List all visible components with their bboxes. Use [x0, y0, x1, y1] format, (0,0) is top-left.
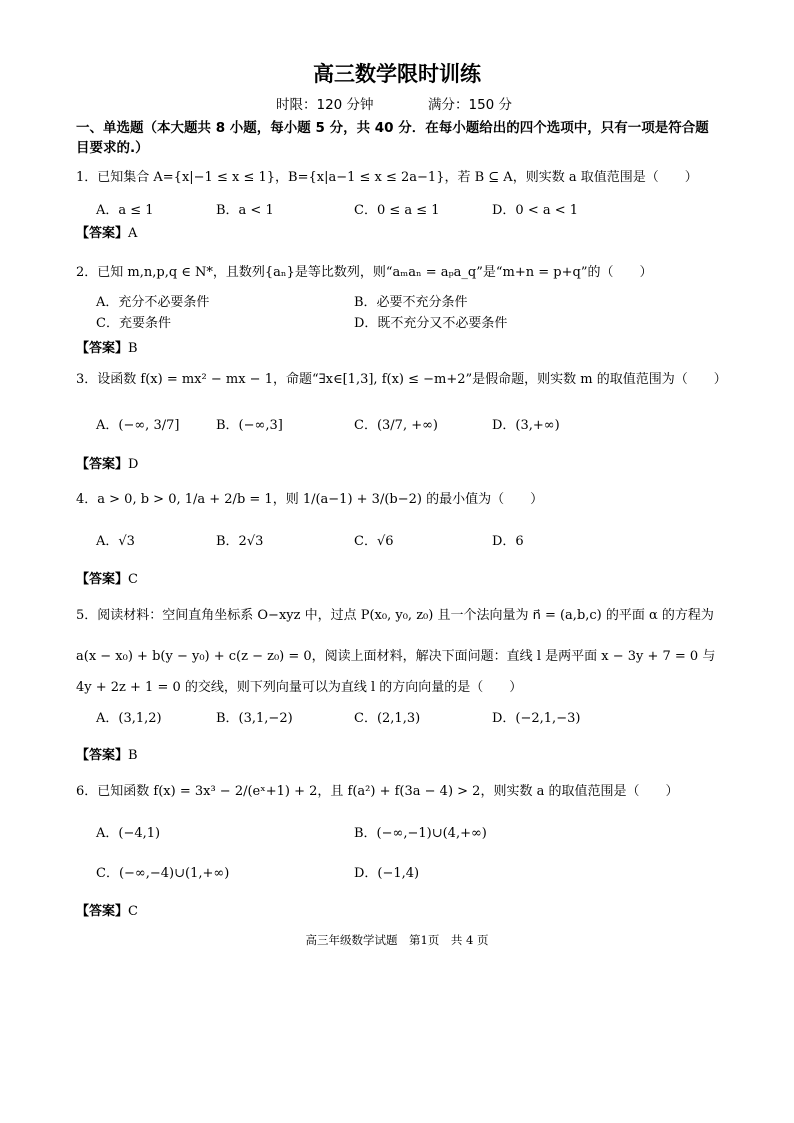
question-5-answer: 【答案】B	[76, 748, 138, 763]
question-1-stem: 1．已知集合 A={x|−1 ≤ x ≤ 1}，B={x|a−1 ≤ x ≤ 2a−1}，若 B ⊆ A，则实数 a 取值范围是（ ）	[76, 170, 698, 185]
question-1-option-a: A．a ≤ 1	[96, 203, 154, 218]
question-3-answer: 【答案】D	[76, 457, 139, 472]
question-6-option-c: C．(−∞,−4)∪(1,+∞)	[96, 866, 230, 881]
question-6-answer: 【答案】C	[76, 904, 138, 919]
question-5-stem-line1: 5．阅读材料：空间直角坐标系 O−xyz 中，过点 P(x₀, y₀, z₀) 且一个法向量为 n⃗ = (a,b,c) 的平面 α 的方程为	[76, 608, 714, 623]
time-limit: 时限：120 分钟	[276, 97, 374, 113]
question-2-option-a: A．充分不必要条件	[96, 295, 210, 310]
question-4-option-a: A．√3	[96, 534, 135, 549]
question-5-option-a: A．(3,1,2)	[96, 711, 162, 726]
question-3-option-c: C．(3/7, +∞)	[354, 418, 438, 433]
question-6-option-b: B．(−∞,−1)∪(4,+∞)	[354, 826, 487, 841]
question-5-stem-line2: a(x − x₀) + b(y − y₀) + c(z − z₀) = 0，阅读上面材料，解决下面问题：直线 l 是两平面 x − 3y + 7 = 0 与	[76, 649, 716, 664]
question-3-option-b: B．(−∞,3]	[216, 418, 283, 433]
question-2-stem: 2．已知 m,n,p,q ∈ N*，且数列{aₙ}是等比数列，则“aₘaₙ = aₚa_q”是“m+n = p+q”的（ ）	[76, 265, 653, 280]
question-2-answer: 【答案】B	[76, 341, 138, 356]
question-4-stem: 4．a > 0, b > 0, 1/a + 2/b = 1，则 1/(a−1) + 3/(b−2) 的最小值为（ ）	[76, 492, 544, 507]
question-6-option-a: A．(−4,1)	[96, 826, 161, 841]
full-score: 满分：150 分	[428, 97, 513, 113]
question-2-option-d: D．既不充分又不必要条件	[354, 316, 508, 331]
section-heading-line2: 目要求的.）	[76, 140, 149, 156]
page-title: 高三数学限时训练	[313, 62, 481, 86]
question-5-stem-line3: 4y + 2z + 1 = 0 的交线，则下列向量可以为直线 l 的方向向量的是（ ）	[76, 680, 523, 695]
question-4-option-b: B．2√3	[216, 534, 264, 549]
question-1-answer: 【答案】A	[76, 226, 138, 241]
question-4-answer: 【答案】C	[76, 572, 138, 587]
question-1-option-c: C．0 ≤ a ≤ 1	[354, 203, 440, 218]
section-heading-line1: 一、单选题（本大题共 8 小题，每小题 5 分，共 40 分．在每小题给出的四个选项中，只有一项是符合题	[76, 120, 709, 136]
question-3-option-d: D．(3,+∞)	[492, 418, 560, 433]
question-1-option-b: B．a < 1	[216, 203, 274, 218]
question-6-option-d: D．(−1,4)	[354, 866, 420, 881]
question-4-option-c: C．√6	[354, 534, 394, 549]
question-2-option-c: C．充要条件	[96, 316, 171, 331]
question-5-option-b: B．(3,1,−2)	[216, 711, 293, 726]
question-4-option-d: D．6	[492, 534, 524, 549]
question-5-option-c: C．(2,1,3)	[354, 711, 421, 726]
question-6-stem: 6．已知函数 f(x) = 3x³ − 2/(eˣ+1) + 2，且 f(a²) + f(3a − 4) > 2，则实数 a 的取值范围是（ ）	[76, 784, 679, 799]
question-3-option-a: A．(−∞, 3/7]	[96, 418, 180, 433]
question-5-option-d: D．(−2,1,−3)	[492, 711, 581, 726]
question-2-option-b: B．必要不充分条件	[354, 295, 468, 310]
page-footer: 高三年级数学试题 第1页 共 4 页	[305, 933, 489, 947]
question-3-stem: 3．设函数 f(x) = mx² − mx − 1，命题“∃x∈[1,3], f(x) ≤ −m+2”是假命题，则实数 m 的取值范围为（ ）	[76, 372, 727, 387]
question-1-option-d: D．0 < a < 1	[492, 203, 579, 218]
